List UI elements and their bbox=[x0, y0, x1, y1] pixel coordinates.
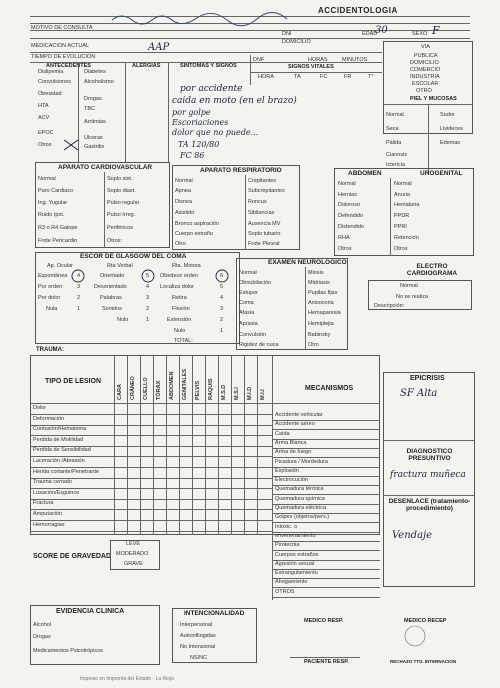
lesion-col-2: CUELLO bbox=[143, 377, 149, 400]
edad-label: EDAD bbox=[362, 31, 378, 37]
tiempo-label: TIEMPO DE EVOLUCION bbox=[31, 54, 96, 60]
lesion-row: Deformación bbox=[33, 415, 65, 422]
mecanismo-item: Quemadura química bbox=[275, 495, 325, 502]
note-6: TA 120/80 bbox=[178, 140, 220, 149]
diagnostico-hand: fractura muñeca bbox=[390, 470, 466, 480]
mecanismo-item: Caída bbox=[275, 430, 290, 437]
lesion-col-9: M.S.I bbox=[234, 387, 240, 400]
lesion-row: Perdida de Motilidad bbox=[33, 436, 84, 443]
lesion-col-3: TÓRAX bbox=[156, 380, 162, 400]
lesion-row: Laceración /Abrasión bbox=[33, 458, 85, 464]
lesion-col-6: PELVIS bbox=[195, 380, 201, 400]
stamp bbox=[395, 625, 435, 647]
note-1: por accidente bbox=[180, 84, 243, 94]
glasgow-circles bbox=[70, 268, 230, 298]
edad-value: 30 bbox=[375, 25, 388, 36]
mecanismo-item: Electrocución bbox=[275, 477, 309, 484]
mecanismo-item: Explosión bbox=[275, 467, 299, 474]
mecanismo-item: Ahogamiento bbox=[275, 579, 308, 586]
dni-label: DNI bbox=[282, 31, 292, 37]
mecanismo-item: OTROS bbox=[275, 588, 295, 595]
mecanismo-item: Cuerpos extraños bbox=[275, 551, 319, 558]
note-3: por golpe bbox=[172, 108, 211, 117]
lesion-col-7: RAQUIS bbox=[208, 378, 214, 400]
desenlace-hand: Vendaje bbox=[392, 530, 433, 541]
lesion-col-4: ABDOMEN bbox=[169, 371, 175, 400]
mecanismo-item: Estrangulamiento bbox=[275, 570, 318, 577]
sexo-label: SEXO bbox=[412, 31, 428, 37]
mecanismo-item: Arma de fuego bbox=[275, 449, 312, 456]
lesion-row: Amputación bbox=[33, 511, 63, 517]
note-5: dolor que no puede... bbox=[172, 128, 259, 137]
mecanismo-item: envenenamiento bbox=[275, 532, 316, 539]
form-title: ACCIDENTOLOGIA bbox=[318, 6, 398, 15]
mecanismo-item: Arma Blanca bbox=[275, 439, 307, 446]
lesion-col-0: CARA bbox=[117, 384, 123, 400]
motivo-label: MOTIVO DE CONSULTA bbox=[31, 25, 93, 31]
mecanismo-item: Accidente vehicular bbox=[275, 412, 323, 418]
note-7: FC 86 bbox=[180, 151, 205, 160]
lesion-row: Dolor bbox=[33, 405, 47, 411]
mecanismo-item: Pirotecnia bbox=[275, 542, 300, 549]
mecanismo-item: Quemadura térmica bbox=[275, 486, 324, 493]
mecanismo-item: Quemadura eléctrica bbox=[275, 505, 327, 511]
lesion-col-8: M.S.D bbox=[221, 384, 227, 400]
mecanismo-item: Golpes (objetos/pers.) bbox=[275, 514, 330, 521]
lesion-row: Perdida de Sensibilidad bbox=[33, 447, 91, 454]
sexo-value: F bbox=[432, 24, 440, 37]
lesion-row: Fractura bbox=[33, 500, 54, 507]
lesion-col-11: M.I.I bbox=[260, 389, 266, 400]
lesion-row: Contusión/Hematoma bbox=[33, 426, 87, 433]
mecanismo-item: Agresión sexual bbox=[275, 560, 315, 567]
otros-checkmark bbox=[62, 138, 82, 152]
lesion-row: Trauma cerrado bbox=[33, 479, 72, 486]
lesion-row: Luxación/Esguince bbox=[33, 489, 80, 496]
lesion-row: Herida cortante/Penetrante bbox=[33, 468, 100, 475]
domicilio-label: DOMICILIO bbox=[282, 39, 311, 45]
epicrisis-hand: SF Alta bbox=[400, 388, 438, 399]
lesion-row: Hemorragias bbox=[33, 521, 65, 528]
mecanismo-item: Accidente aéreo bbox=[275, 421, 315, 428]
lesion-col-5: GENITALES bbox=[182, 368, 188, 400]
lesion-col-1: CRÁNEO bbox=[130, 376, 136, 400]
medicacion-label: MEDICACION ACTUAL bbox=[31, 43, 90, 49]
mecanismo-item: Picadura / Mordedura bbox=[275, 458, 328, 465]
mecanismo-item: Intoxic. o bbox=[275, 523, 298, 530]
note-2: caida en moto (en el brazo) bbox=[172, 96, 297, 106]
note-4: Escoriaciones bbox=[172, 118, 229, 127]
header-handwriting bbox=[110, 12, 290, 26]
medicacion-value: AAP bbox=[148, 42, 170, 53]
lesion-col-10: M.I.D bbox=[247, 386, 253, 400]
